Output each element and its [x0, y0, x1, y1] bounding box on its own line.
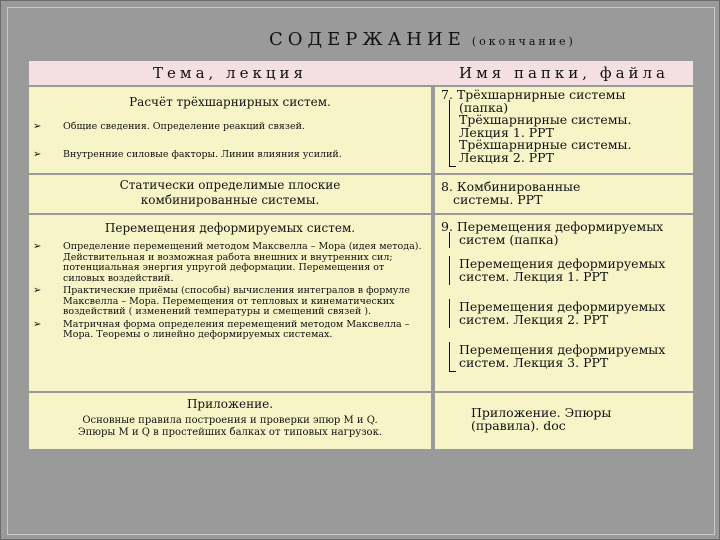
topic-heading: Статически определимые плоские комбинированные системы.	[119, 178, 341, 207]
file-item[interactable]: систем (папка)	[435, 234, 693, 247]
file-main-cont[interactable]: (правила). doc	[471, 417, 566, 433]
table-row	[29, 175, 693, 213]
file-cell	[435, 175, 693, 213]
file-main[interactable]: 7. Трёхшарнирные системы	[441, 87, 626, 102]
slide-title	[269, 29, 576, 50]
bullet-arrow-icon: ➢	[33, 318, 42, 330]
contents-table	[29, 59, 693, 451]
list-item: ➢ Общие сведения. Определение реакций связей.	[33, 121, 305, 132]
table-row	[29, 393, 693, 449]
bullet-arrow-icon: ➢	[33, 285, 42, 296]
topic-cell	[29, 87, 431, 173]
file-item[interactable]: систем. Лекция 2. PPT	[435, 314, 693, 327]
table-header-row	[29, 61, 693, 85]
file-cell	[435, 87, 693, 173]
file-main[interactable]: 9. Перемещения деформируемых	[441, 219, 664, 234]
file-item[interactable]: Лекция 2. PPT	[435, 152, 693, 165]
file-item[interactable]: систем. Лекция 1. PPT	[435, 271, 693, 284]
list-item: ➢ Матричная форма определения перемещений методом Максвелла – Мора. Теоремы о линейно деформируемых системах.	[33, 318, 410, 340]
file-main[interactable]: 8. Комбинированные	[441, 179, 581, 194]
file-item[interactable]: систем. Лекция 3. PPT	[435, 357, 693, 370]
file-item[interactable]: Трёхшарнирные системы.	[435, 114, 693, 127]
file-item[interactable]: Перемещения деформируемых	[435, 258, 693, 271]
header-topic: Тема, лекция	[29, 61, 431, 85]
title-sub: (окончание)	[471, 35, 576, 48]
topic-heading: Расчёт трёхшарнирных систем.	[129, 95, 331, 109]
list-item: ➢ Определение перемещений методом Максвелла – Мора (идея метода). Действительная и возможная работа внешних и внутренних сил; потенциальная энергия упругой деформации. Перемещения от силовых воздействий.	[33, 241, 422, 284]
topic-cell	[29, 215, 431, 391]
bullet-arrow-icon: ➢	[33, 241, 42, 252]
file-item[interactable]: Перемещения деформируемых	[435, 344, 693, 357]
topic-heading: Приложение.	[186, 397, 274, 411]
bullet-arrow-icon: ➢	[33, 121, 42, 132]
file-main-cont[interactable]: системы. PPT	[453, 191, 543, 207]
list-item: ➢ Внутренние силовые факторы. Линии влияния усилий.	[33, 148, 342, 160]
file-cell	[435, 393, 693, 449]
topic-heading: Перемещения деформируемых систем.	[104, 221, 356, 235]
title-main: СОДЕРЖАНИЕ	[269, 29, 466, 50]
header-file: Имя папки, файла	[435, 61, 693, 85]
file-item[interactable]: Трёхшарнирные системы.	[435, 139, 693, 152]
topic-cell	[29, 393, 431, 449]
file-item[interactable]: (папка)	[435, 102, 693, 115]
bullet-arrow-icon: ➢	[33, 148, 42, 160]
file-item[interactable]: Перемещения деформируемых	[435, 301, 693, 314]
topic-cell	[29, 175, 431, 213]
table-row	[29, 87, 693, 173]
file-main[interactable]: Приложение. Эпюры	[471, 405, 612, 420]
file-cell	[435, 215, 693, 391]
file-item[interactable]: Лекция 1. PPT	[435, 127, 693, 140]
topic-description: Основные правила построения и проверки эпюр M и Q. Эпюры M и Q в простейших балках от типовых нагрузок.	[77, 415, 383, 438]
list-item: ➢ Практические приёмы (способы) вычисления интегралов в формуле Максвелла – Мора. Перемещения от тепловых и кинематических воздействий ( изменений температуры и смещений связей ).	[33, 285, 410, 317]
table-row	[29, 215, 693, 391]
